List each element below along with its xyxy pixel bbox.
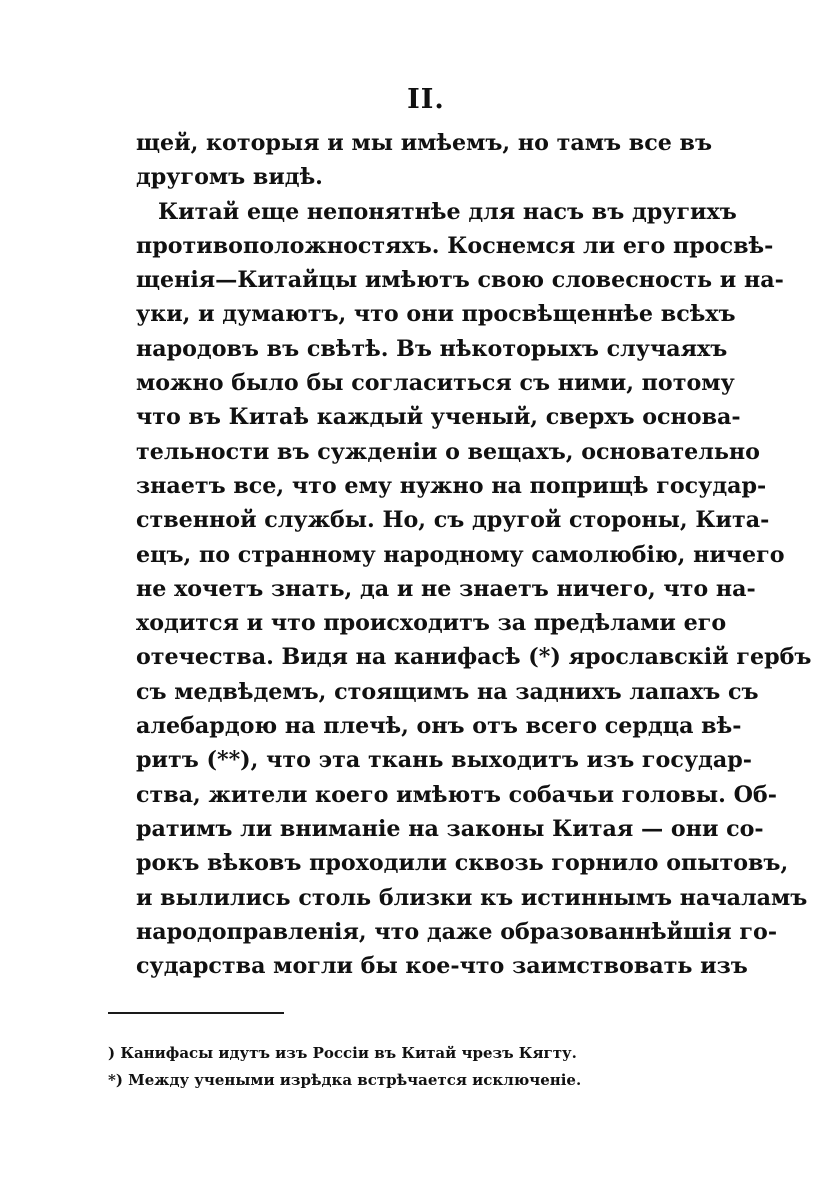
text-line: знаетъ все, что ему нужно на поприщѣ государ-: [136, 472, 767, 499]
text-line: уки, и думаютъ, что они просвѣщеннѣе всѣхъ: [136, 301, 736, 328]
text-line: ственной службы. Но, съ другой стороны, Китa-: [136, 507, 770, 534]
text-line: отечества. Видя на канифасѣ (*) ярославскій гербъ: [136, 644, 812, 671]
text-line: другомъ видѣ.: [136, 164, 323, 191]
footnote-1: ) Канифасы идутъ изъ Россіи въ Китай чрезъ Кягту.: [108, 1044, 577, 1062]
text-line: Китай еще непонятнѣе для насъ въ другихъ: [158, 198, 737, 225]
text-line: щенія—Китайцы имѣютъ свою словесность и на-: [136, 267, 784, 294]
text-line: ритъ (**), что эта ткань выходитъ изъ государ-: [136, 747, 752, 774]
text-line: что въ Китаѣ каждый ученый, сверхъ основа-: [136, 404, 741, 431]
text-line: ства, жители коего имѣютъ собачьи головы. Об-: [136, 781, 777, 808]
text-line: сударства могли бы кое-что заимствовать изъ: [136, 953, 748, 980]
footnote-2: *) Между учеными изрѣдка встрѣчается исключеніе.: [108, 1071, 582, 1089]
text-line: съ медвѣдемъ, стоящимъ на заднихъ лапахъ съ: [136, 678, 759, 705]
text-line: народоправленія, что даже образованнѣйшія го-: [136, 918, 778, 945]
text-line: ратимъ ли вниманіе на законы Китая — они со-: [136, 815, 764, 842]
text-line: можно было бы согласиться съ ними, потому: [136, 370, 735, 397]
text-line: народовъ въ свѣтѣ. Въ нѣкоторыхъ случаяхъ: [136, 335, 728, 362]
text-line: тельности въ сужденіи о вещахъ, основательно: [136, 438, 760, 465]
text-line: противоположностяхъ. Коснемся ли его просвѣ-: [136, 232, 774, 259]
text-line: ходится и что происходитъ за предѣлами его: [136, 610, 727, 637]
text-line: щей, которыя и мы имѣемъ, но тамъ все въ: [136, 130, 712, 156]
text-line: алебардою на плечѣ, онъ отъ всего сердца вѣ-: [136, 713, 742, 740]
text-line: рокъ вѣковъ проходили сквозь горнило опытовъ,: [136, 850, 789, 877]
text-line: не хочетъ знать, да и не знаетъ ничего, что на-: [136, 575, 756, 602]
text-line: ецъ, по странному народному самолюбію, ничего: [136, 541, 785, 568]
footnote-divider: [108, 1012, 284, 1014]
page-number: II.: [407, 84, 445, 115]
footnotes: [108, 1040, 668, 1094]
text-line: и вылились столь близки къ истиннымъ началамъ: [136, 884, 808, 911]
body-text: [136, 126, 812, 983]
